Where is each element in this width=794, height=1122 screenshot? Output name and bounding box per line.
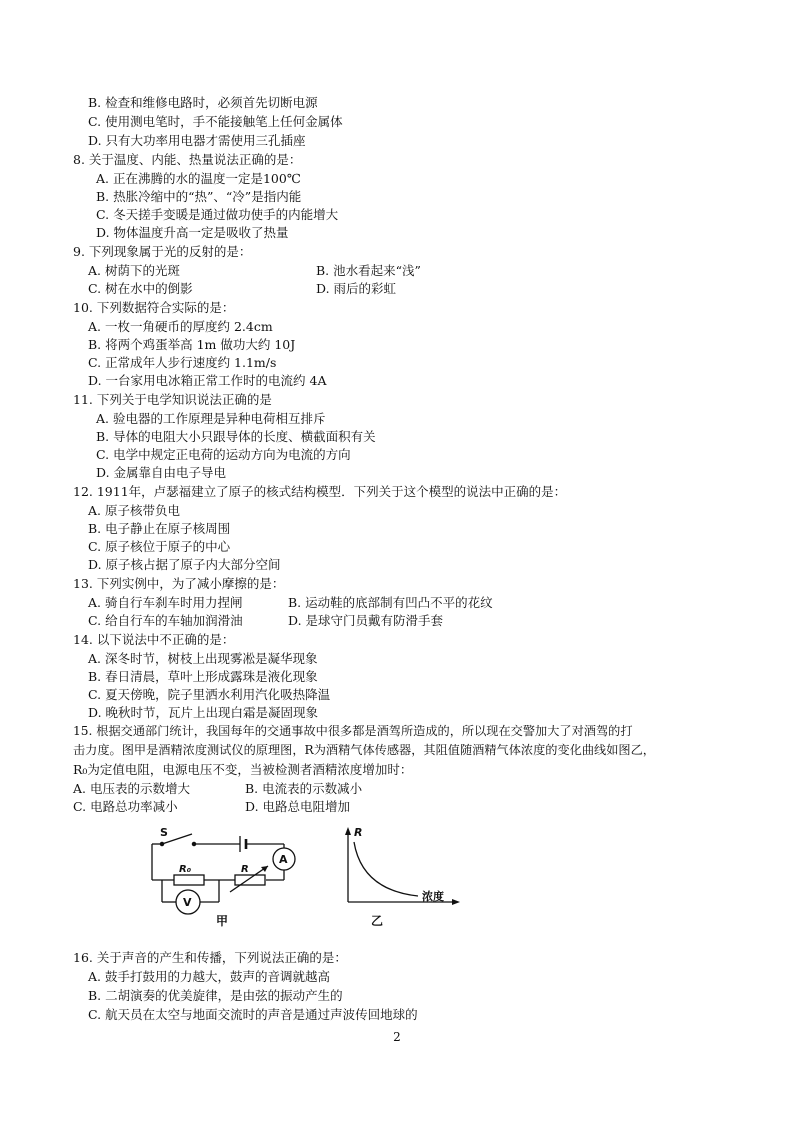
- q16-option-a: A. 鼓手打鼓用的力越大，鼓声的音调就越高: [88, 969, 330, 984]
- figure-jia-label: 甲: [216, 914, 229, 928]
- figure-yi-label: 乙: [371, 914, 384, 928]
- q13-option-a: A. 骑自行车刹车时用力捏闸: [88, 595, 243, 610]
- q9-option-b: B. 池水看起来“浅”: [316, 263, 421, 278]
- q8-option-c: C. 冬天搓手变暖是通过做功使手的内能增大: [96, 207, 339, 222]
- q10-stem: 10. 下列数据符合实际的是：: [73, 300, 235, 315]
- q15-option-c: C. 电路总功率减小: [73, 799, 178, 814]
- q13-stem: 13. 下列实例中，为了减小摩擦的是：: [73, 576, 285, 591]
- q12-option-c: C. 原子核位于原子的中心: [88, 539, 231, 554]
- q11-option-c: C. 电学中规定正电荷的运动方向为电流的方向: [96, 447, 351, 462]
- q15-option-a: A. 电压表的示数增大: [73, 781, 190, 796]
- q12-option-d: D. 原子核占据了原子内大部分空间: [88, 557, 281, 572]
- page-number: 2: [393, 1030, 401, 1044]
- q15-stem-line1: 15. 根据交通部门统计，我国每年的交通事故中很多都是酒驾所造成的，所以现在交警加大了对酒驾的打: [73, 724, 633, 738]
- graph-axis-concentration: 浓度: [422, 890, 444, 903]
- resistance-curve-graph: [336, 822, 466, 928]
- q15-option-b: B. 电流表的示数减小: [245, 781, 363, 796]
- q13-option-b: B. 运动鞋的底部制有凹凸不平的花纹: [288, 595, 493, 610]
- q16-option-b: B. 二胡演奏的优美旋律，是由弦的振动产生的: [88, 988, 343, 1003]
- q8-option-d: D. 物体温度升高一定是吸收了热量: [96, 225, 289, 240]
- q16-option-c: C. 航天员在太空与地面交流时的声音是通过声波传回地球的: [88, 1007, 418, 1022]
- q9-option-c: C. 树在水中的倒影: [88, 281, 193, 296]
- q15-stem-line2: 击力度。图甲是酒精浓度测试仪的原理图，R为酒精气体传感器，其阻值随酒精气体浓度的变化曲线如图乙，: [73, 743, 655, 757]
- q12-option-a: A. 原子核带负电: [88, 503, 180, 518]
- q11-option-a: A. 验电器的工作原理是异种电荷相互排斥: [96, 411, 326, 426]
- q11-stem: 11. 下列关于电学知识说法正确的是: [73, 392, 272, 407]
- q15-option-d: D. 电路总电阻增加: [245, 799, 351, 814]
- circuit-diagram: [140, 822, 310, 928]
- q12-stem: 12. 1911年，卢瑟福建立了原子的核式结构模型．下列关于这个模型的说法中正确的是：: [73, 484, 567, 499]
- q10-option-b: B. 将两个鸡蛋举高 1m 做功大约 10J: [88, 337, 296, 352]
- q12-option-b: B. 电子静止在原子核周围: [88, 521, 231, 536]
- q14-option-c: C. 夏天傍晚，院子里洒水利用汽化吸热降温: [88, 687, 331, 702]
- q10-option-d: D. 一台家用电冰箱正常工作时的电流约 4A: [88, 373, 327, 388]
- q15-stem-line3: R₀为定值电阻，电源电压不变，当被检测者酒精浓度增加时：: [73, 762, 413, 777]
- q14-option-b: B. 春日清晨，草叶上形成露珠是液化现象: [88, 669, 318, 684]
- q14-stem: 14. 以下说法中不正确的是：: [73, 632, 235, 647]
- r0-label: R₀: [179, 864, 192, 875]
- q13-option-d: D. 是球守门员戴有防滑手套: [288, 613, 444, 628]
- q13-option-c: C. 给自行车的车轴加润滑油: [88, 613, 243, 628]
- q11-option-b: B. 导体的电阻大小只跟导体的长度、横截面积有关: [96, 429, 376, 444]
- q14-option-a: A. 深冬时节，树枝上出现雾凇是凝华现象: [88, 651, 318, 666]
- switch-label: S: [160, 826, 168, 839]
- q8-option-b: B. 热胀冷缩中的“热”、“冷”是指内能: [96, 189, 302, 204]
- q11-option-d: D. 金属靠自由电子导电: [96, 465, 227, 480]
- ammeter-label: A: [279, 853, 288, 866]
- q16-stem: 16. 关于声音的产生和传播，下列说法正确的是：: [73, 950, 347, 965]
- r-label: R: [241, 864, 249, 875]
- q7-option-c: C. 使用测电笔时，手不能接触笔上任何金属体: [88, 114, 343, 129]
- q10-option-a: A. 一枚一角硬币的厚度约 2.4cm: [88, 319, 273, 334]
- q7-option-b: B. 检查和维修电路时，必须首先切断电源: [88, 95, 318, 110]
- q9-stem: 9. 下列现象属于光的反射的是：: [73, 244, 252, 259]
- q7-option-d: D. 只有大功率用电器才需使用三孔插座: [88, 133, 306, 148]
- q8-option-a: A. 正在沸腾的水的温度一定是100℃: [96, 171, 301, 186]
- graph-axis-r: R: [354, 826, 363, 839]
- q9-option-d: D. 雨后的彩虹: [316, 281, 397, 296]
- q9-option-a: A. 树荫下的光斑: [88, 263, 180, 278]
- q14-option-d: D. 晚秋时节，瓦片上出现白霜是凝固现象: [88, 705, 319, 720]
- voltmeter-label: V: [183, 896, 192, 909]
- q8-stem: 8. 关于温度、内能、热量说法正确的是：: [73, 152, 302, 167]
- q10-option-c: C. 正常成年人步行速度约 1.1m/s: [88, 355, 277, 370]
